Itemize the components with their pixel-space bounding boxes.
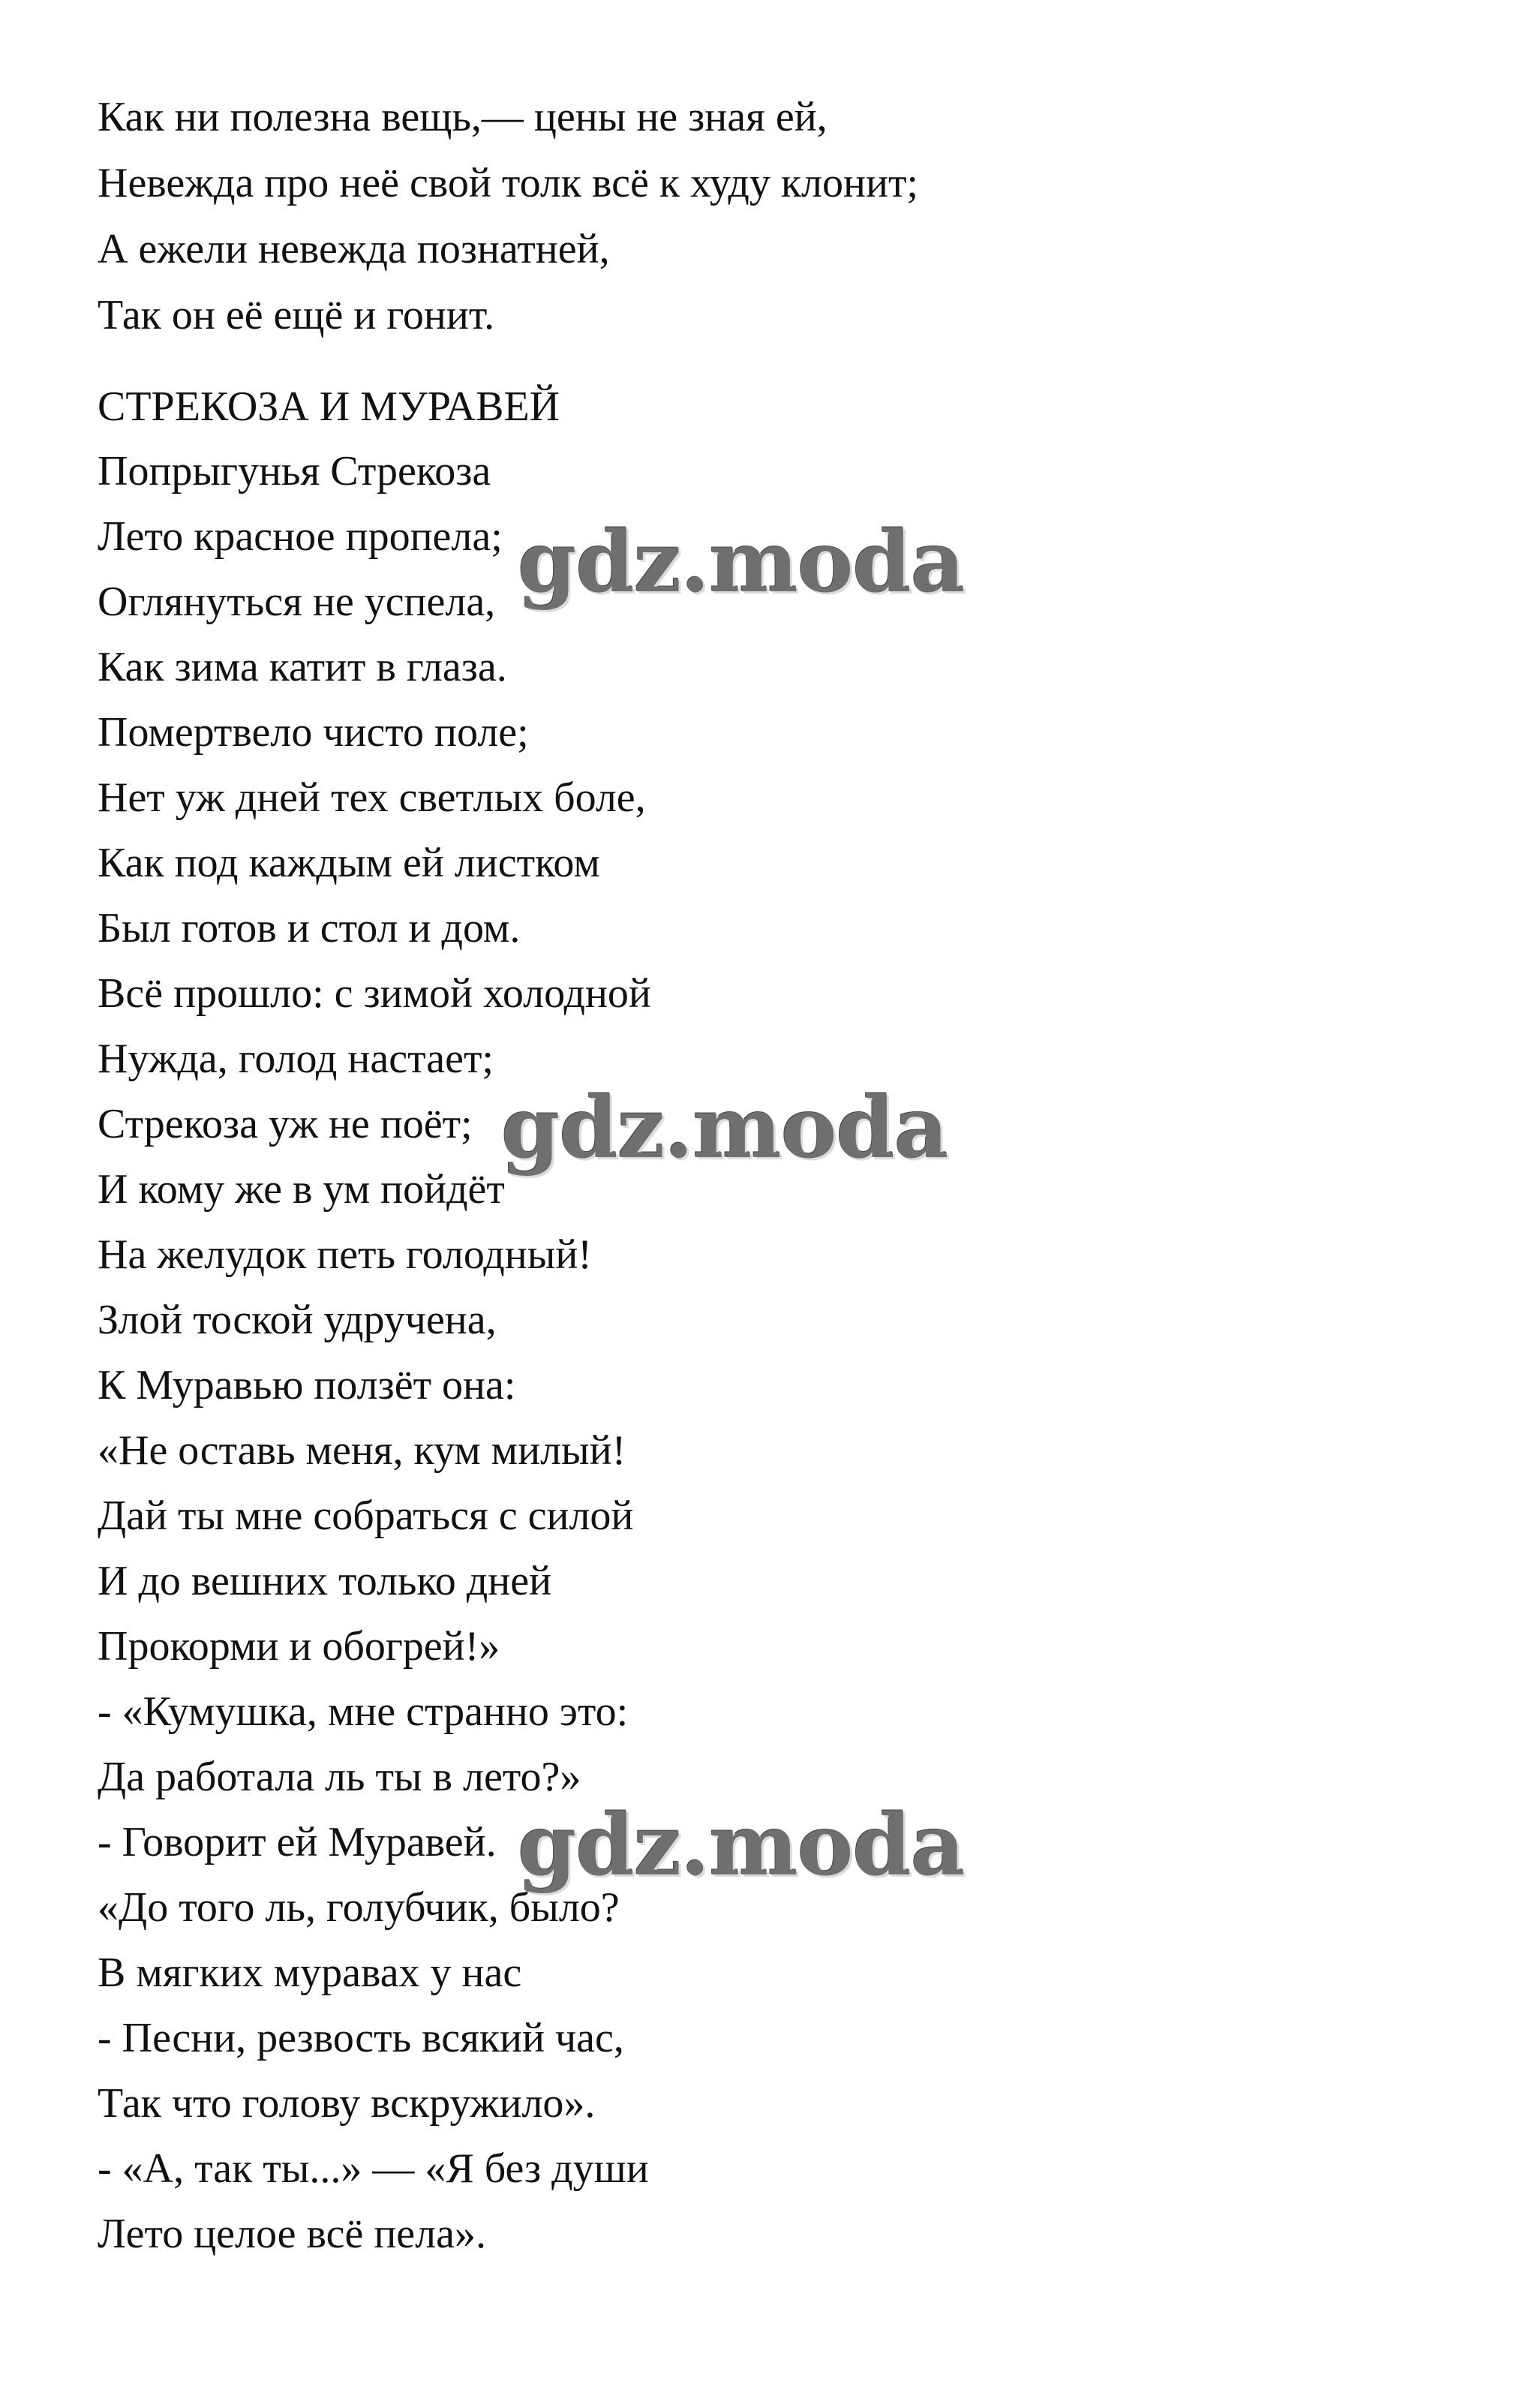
text-line: Был готов и стол и дом. bbox=[98, 905, 521, 951]
text-line: К Муравью ползёт она: bbox=[98, 1362, 516, 1408]
text-line: На желудок петь голодный! bbox=[98, 1231, 592, 1278]
text-line: Как ни полезна вещь,— цены не зная ей, bbox=[98, 94, 828, 140]
text-line: - Говорит ей Муравей. bbox=[98, 1819, 497, 1865]
text-line: Невежда про неё свой толк всё к худу клонит; bbox=[98, 160, 918, 206]
watermark-logo: gdz.moda bbox=[518, 1796, 965, 1895]
text-line: Стрекоза уж не поёт; bbox=[98, 1101, 473, 1147]
fable-title: СТРЕКОЗА И МУРАВЕЙ bbox=[98, 383, 560, 430]
text-line: Нет уж дней тех светлых боле, bbox=[98, 774, 646, 821]
text-line: Попрыгунья Стрекоза bbox=[98, 448, 491, 495]
text-line: Помертвело чисто поле; bbox=[98, 709, 529, 756]
text-line: Прокорми и обогрей!» bbox=[98, 1623, 500, 1670]
text-line: Оглянуться не успела, bbox=[98, 579, 496, 625]
text-line: Всё прошло: с зимой холодной bbox=[98, 970, 651, 1017]
text-line: «До того ль, голубчик, было? bbox=[98, 1884, 620, 1931]
text-line: А ежели невежда познатней, bbox=[98, 226, 610, 272]
text-line: Дай ты мне собраться с силой bbox=[98, 1493, 634, 1539]
text-line: - Песни, резвость всякий час, bbox=[98, 2015, 624, 2061]
text-line: Как под каждым ей листком bbox=[98, 840, 600, 886]
text-line: Нужда, голод настает; bbox=[98, 1036, 494, 1082]
text-line: Так что голову вскружило». bbox=[98, 2080, 596, 2127]
text-line: Как зима катит в глаза. bbox=[98, 644, 507, 690]
text-line: Так он её ещё и гонит. bbox=[98, 292, 495, 338]
text-line: Злой тоской удручена, bbox=[98, 1297, 497, 1343]
text-line: В мягких муравах у нас bbox=[98, 1950, 522, 1996]
text-line: - «А, так ты...» — «Я без души bbox=[98, 2145, 649, 2192]
text-line: Лето красное пропела; bbox=[98, 513, 503, 560]
text-line: Да работала ль ты в лето?» bbox=[98, 1754, 581, 1800]
text-line: И кому же в ум пойдёт bbox=[98, 1166, 505, 1213]
watermark-logo: gdz.moda bbox=[518, 513, 965, 612]
text-line: И до вешних только дней bbox=[98, 1558, 552, 1604]
text-line: «Не оставь меня, кум милый! bbox=[98, 1427, 626, 1474]
text-line: - «Кумушка, мне странно это: bbox=[98, 1688, 629, 1735]
text-line: Лето целое всё пела». bbox=[98, 2211, 486, 2257]
watermark-logo: gdz.moda bbox=[501, 1079, 948, 1177]
